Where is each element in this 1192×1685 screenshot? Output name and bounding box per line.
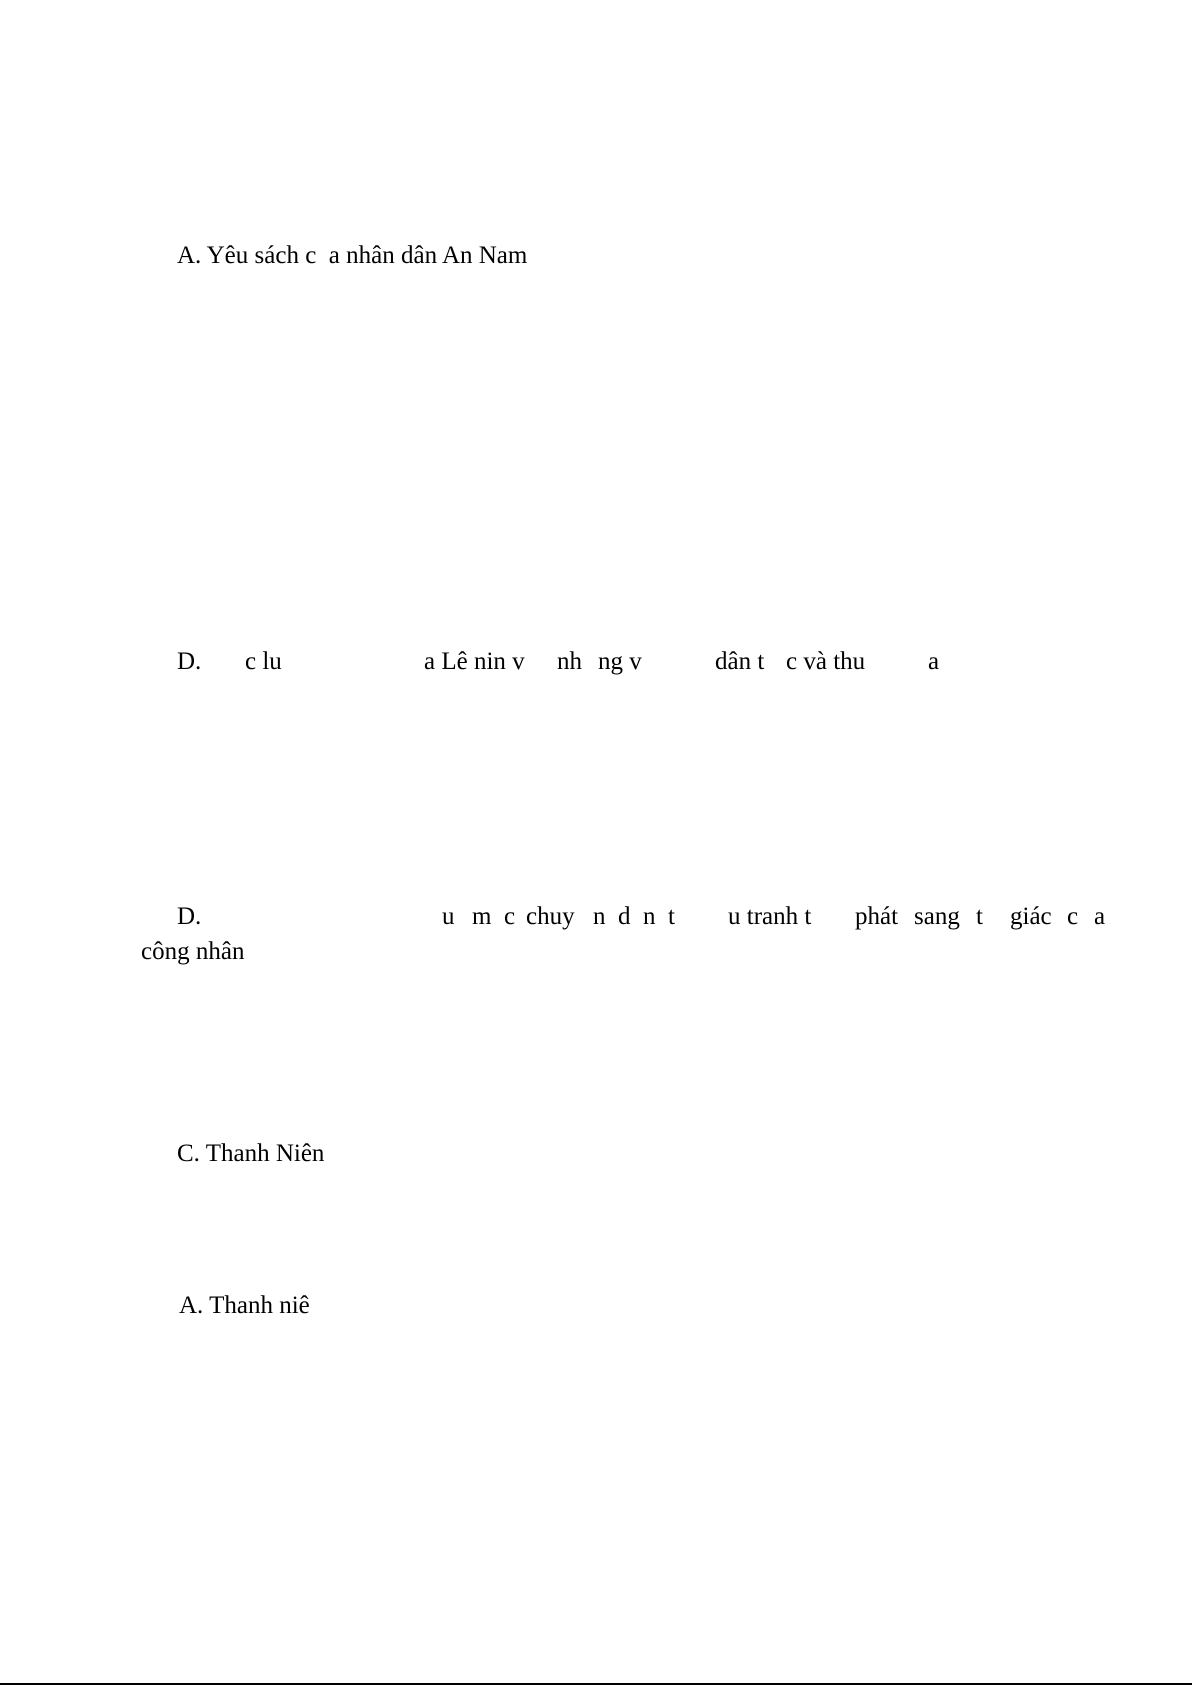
text-fragment: c lu xyxy=(245,648,282,675)
text-fragment: a xyxy=(1094,903,1106,930)
answer-line-cong-nhan: công nhân xyxy=(141,938,245,965)
text-fragment: a Lê nin v xyxy=(424,648,525,675)
text-fragment: n xyxy=(593,903,606,930)
text-fragment: c xyxy=(504,903,516,930)
text-fragment: n xyxy=(643,903,656,930)
text-fragment: m xyxy=(472,903,492,930)
answer-line-yeu-sach: A. Yêu sách c a nhân dân An Nam xyxy=(177,242,528,269)
text-fragment: t xyxy=(668,903,675,930)
answer-line-thanh-nie: A. Thanh niê xyxy=(179,1292,310,1319)
answer-line-thanh-nien: C. Thanh Niên xyxy=(177,1140,325,1167)
text-fragment: phát xyxy=(855,903,899,930)
text-fragment: u xyxy=(442,903,455,930)
text-fragment: u tranh t xyxy=(728,903,812,930)
text-fragment: nh xyxy=(557,648,582,675)
text-fragment: c và thu xyxy=(786,648,866,675)
text-fragment: c xyxy=(1067,903,1079,930)
text-fragment: a xyxy=(928,648,940,675)
text-fragment: chuy xyxy=(526,903,575,930)
text-fragment: dân t xyxy=(715,648,765,675)
text-fragment: D. xyxy=(177,648,202,675)
text-fragment: D. xyxy=(177,903,202,930)
text-fragment: d xyxy=(618,903,631,930)
text-fragment: ng v xyxy=(598,648,642,675)
text-fragment: sang xyxy=(914,903,960,930)
text-fragment: t xyxy=(976,903,983,930)
text-fragment: giác xyxy=(1010,903,1052,930)
